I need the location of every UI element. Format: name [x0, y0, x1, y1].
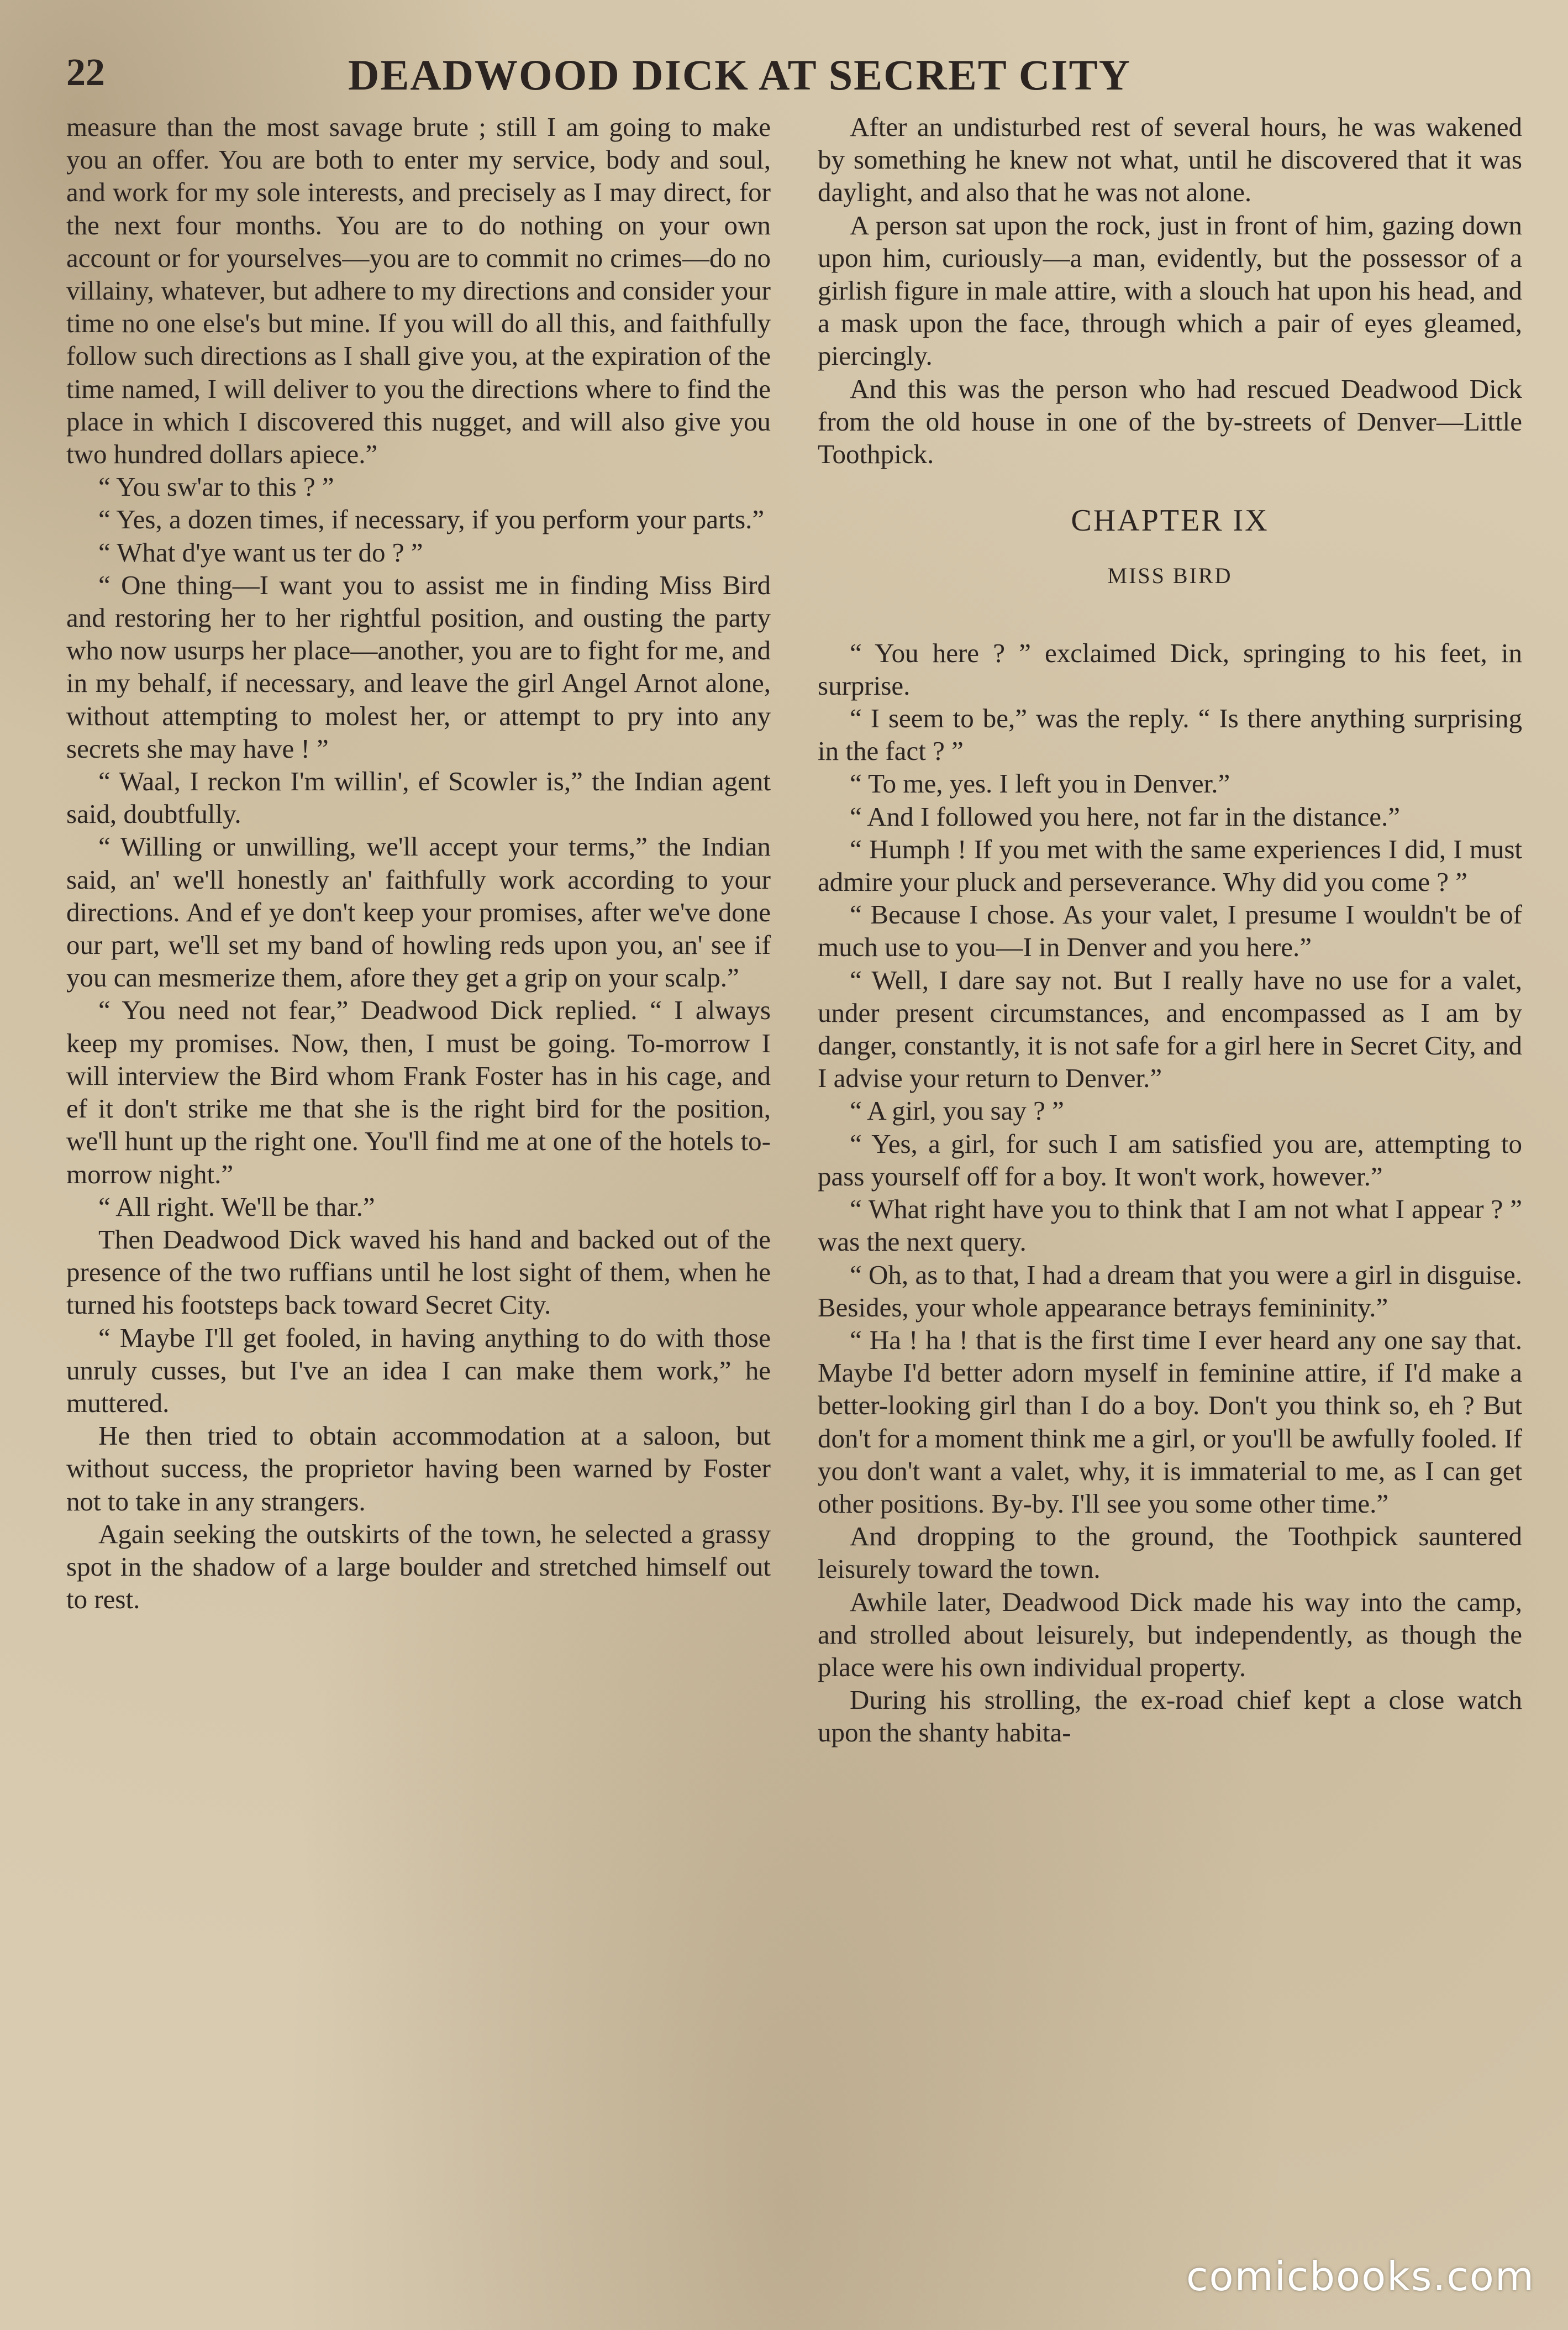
- paragraph: “ What d'ye want us ter do ? ”: [98, 537, 423, 568]
- paragraph: “ I seem to be,” was the reply. “ Is there anything surprising in the fact ? ”: [818, 703, 1522, 767]
- paragraph: “ You sw'ar to this ? ”: [98, 471, 334, 502]
- paragraph: “ Waal, I reckon I'm willin', ef Scowler is,” the Indian agent said, doubtfully.: [66, 766, 771, 830]
- paragraph: Again seeking the outskirts of the town, he selected a grassy spot in the shadow of a large boulder and stretched himself out to rest.: [66, 1518, 771, 1615]
- paragraph: “ Willing or unwilling, we'll accept your terms,” the Indian said, an' we'll honestly an' faithfully work according to your directions. And ef ye don't keep your promises, after we've done our part, we'll set my band of howling reds upon you, an' see if you can mesmerize them, afore they get a grip on your scalp.”: [66, 831, 771, 993]
- paragraph: He then tried to obtain accommodation at a saloon, but without success, the proprietor having been warned by Foster not to take in any strangers.: [66, 1420, 771, 1516]
- paragraph: “ You need not fear,” Deadwood Dick replied. “ I always keep my promises. Now, then, I must be going. To-morrow I will interview the Bird whom Frank Foster has in his cage, and ef it don't strike me that she is the right bird for the position, we'll hunt up the right one. You'll find me at one of the hotels to-morrow night.”: [66, 995, 771, 1189]
- chapter-heading: CHAPTER IX: [1071, 503, 1269, 538]
- paragraph: A person sat upon the rock, just in front of him, gazing down upon him, curiously—a man, evidently, but the possessor of a girlish figure in male attire, with a slouch hat upon his head, and a mask upon the face, through which a pair of eyes gleamed, piercingly.: [818, 209, 1522, 371]
- left-column: [66, 111, 771, 1615]
- paragraph: “ Oh, as to that, I had a dream that you were a girl in disguise. Besides, your whole appearance betrays femininity.”: [818, 1259, 1522, 1323]
- paragraph: And this was the person who had rescued Deadwood Dick from the old house in one of the by-streets of Denver—Little Toothpick.: [818, 373, 1522, 470]
- paragraph: “ Humph ! If you met with the same experiences I did, I must admire your pluck and perseverance. Why did you come ? ”: [818, 833, 1522, 898]
- page-number: 22: [66, 51, 105, 94]
- paragraph: “ Yes, a dozen times, if necessary, if you perform your parts.”: [98, 504, 765, 535]
- paragraph: “ One thing—I want you to assist me in finding Miss Bird and restoring her to her rightful position, and ousting the party who now usurps her place—another, you are to fight for me, and in my behalf, if necessary, and leave the girl Angel Arnot alone, without attempting to molest her, or attempt to pry into any secrets she may have ! ”: [66, 569, 771, 764]
- paragraph: “ Because I chose. As your valet, I presume I wouldn't be of much use to you—I in Denver and you here.”: [818, 899, 1522, 963]
- paragraph: “ You here ? ” exclaimed Dick, springing to his feet, in surprise.: [818, 637, 1522, 701]
- paragraph: Then Deadwood Dick waved his hand and backed out of the presence of the two ruffians until he lost sight of them, when he turned his footsteps back toward Secret City.: [66, 1224, 771, 1320]
- paragraph: “ A girl, you say ? ”: [850, 1095, 1064, 1126]
- paragraph: “ Maybe I'll get fooled, in having anything to do with those unruly cusses, but I've an idea I can make them work,” he muttered.: [66, 1322, 771, 1418]
- paragraph: “ Well, I dare say not. But I really have no use for a valet, under present circumstances, and encompassed as I am by danger, constantly, it is not safe for a girl here in Secret City, and I advise your return to Denver.”: [818, 964, 1522, 1094]
- watermark: comicbooks.com: [1186, 2253, 1535, 2300]
- paragraph: “ And I followed you here, not far in the distance.”: [850, 801, 1401, 832]
- paragraph: “ Yes, a girl, for such I am satisfied you are, attempting to pass yourself off for a boy. It won't work, however.”: [818, 1128, 1522, 1192]
- paragraph: During his strolling, the ex-road chief kept a close watch upon the shanty habita-: [818, 1684, 1522, 1748]
- paragraph: “ What right have you to think that I am not what I appear ? ” was the next query.: [818, 1194, 1522, 1257]
- paragraph: Awhile later, Deadwood Dick made his way into the camp, and strolled about leisurely, but independently, as though the place were his own individual property.: [818, 1586, 1522, 1682]
- paragraph: And dropping to the ground, the Toothpick sauntered leisurely toward the town.: [818, 1521, 1522, 1584]
- right-column: [818, 111, 1522, 1749]
- paragraph: After an undisturbed rest of several hours, he was wakened by something he knew not what, until he discovered that it was daylight, and also that he was not alone.: [818, 112, 1522, 208]
- running-title: DEADWOOD DICK AT SECRET CITY: [348, 51, 1131, 99]
- paragraph: “ All right. We'll be thar.”: [98, 1191, 375, 1222]
- paragraph: measure than the most savage brute ; still I am going to make you an offer. You are both to enter my service, body and soul, and work for my sole interests, and precisely as I may direct, for the next four months. You are to do nothing on your own account or for yourselves—you are to commit no crimes—do no villainy, whatever, but adhere to my directions and consider your time no one else's but mine. If you will do all this, and faithfully follow such directions as I shall give you, at the expiration of the time named, I will deliver to you the directions where to find the place in which I discovered this nugget, and will also give you two hundred dollars apiece.”: [66, 112, 771, 470]
- page-header: [58, 47, 1544, 108]
- paragraph: “ Ha ! ha ! that is the first time I ever heard any one say that. Maybe I'd better adorn myself in feminine attire, if I'd make a better-looking girl than I do a boy. Don't you think so, eh ? But don't for a moment think me a girl, or you'll be awfully fooled. If you don't want a valet, why, it is immaterial to me, as I can get other positions. By-by. I'll see you some other time.”: [818, 1324, 1522, 1519]
- chapter-subtitle: MISS BIRD: [1107, 563, 1233, 589]
- paragraph: “ To me, yes. I left you in Denver.”: [850, 768, 1230, 799]
